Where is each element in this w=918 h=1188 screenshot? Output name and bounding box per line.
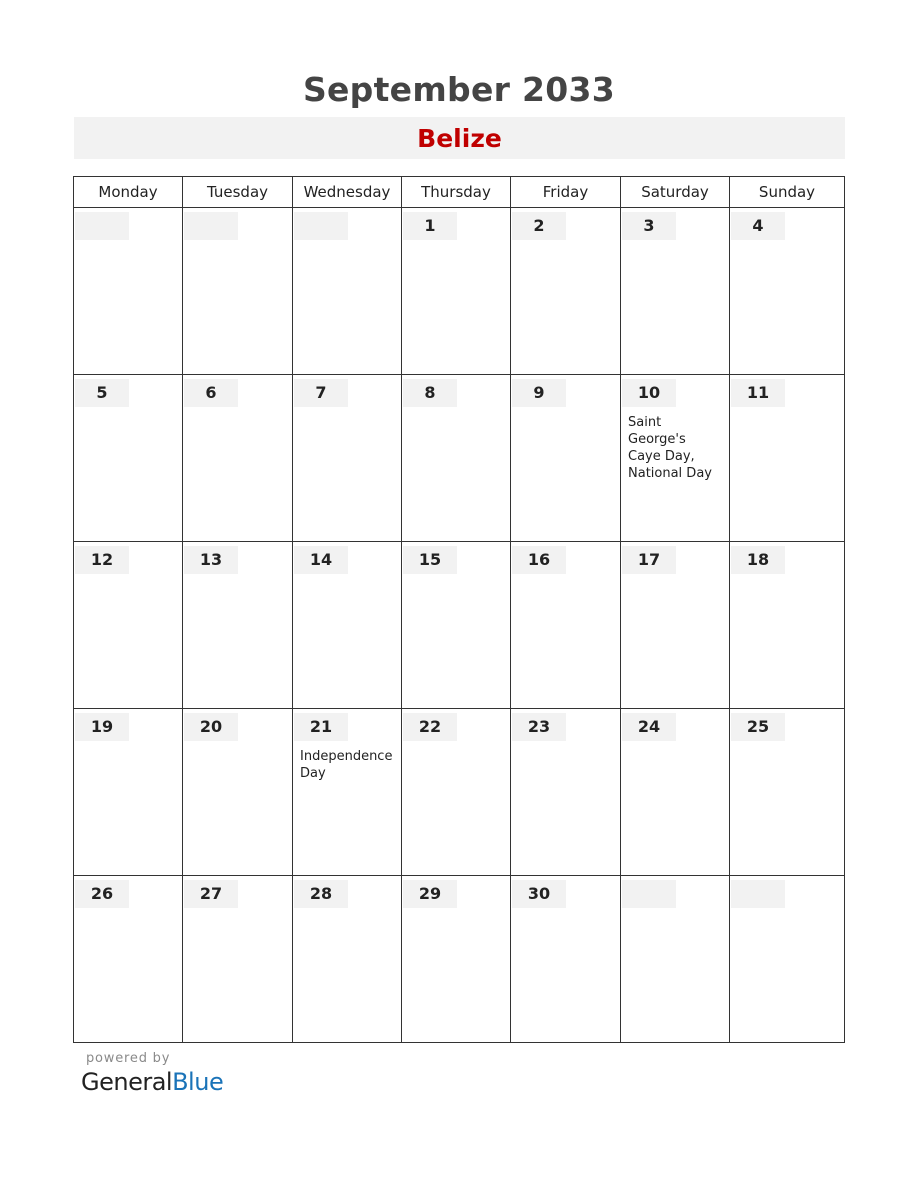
day-number xyxy=(731,880,785,908)
day-number: 13 xyxy=(184,546,238,574)
day-number: 11 xyxy=(731,379,785,407)
day-number: 24 xyxy=(622,713,676,741)
day-cell xyxy=(74,542,183,709)
day-number: 9 xyxy=(512,379,566,407)
day-number: 4 xyxy=(731,212,785,240)
day-cell xyxy=(402,208,511,375)
weekday-header-thursday: Thursday xyxy=(402,177,511,208)
day-cell xyxy=(74,208,183,375)
day-cell xyxy=(293,709,402,876)
day-number: 23 xyxy=(512,713,566,741)
country-banner xyxy=(74,117,845,159)
week-row xyxy=(74,542,845,709)
week-row xyxy=(74,208,845,375)
generalblue-logo[interactable] xyxy=(81,1068,223,1096)
day-cell xyxy=(511,208,621,375)
weekday-header-monday: Monday xyxy=(74,177,183,208)
weekday-header-wednesday: Wednesday xyxy=(293,177,402,208)
day-number: 5 xyxy=(75,379,129,407)
day-number: 1 xyxy=(403,212,457,240)
day-cell xyxy=(621,208,730,375)
day-cell xyxy=(183,542,293,709)
day-number: 12 xyxy=(75,546,129,574)
day-cell xyxy=(511,876,621,1043)
day-cell xyxy=(402,375,511,542)
day-cell xyxy=(730,375,845,542)
week-row xyxy=(74,876,845,1043)
week-row xyxy=(74,375,845,542)
day-number: 2 xyxy=(512,212,566,240)
day-number: 17 xyxy=(622,546,676,574)
day-cell xyxy=(402,876,511,1043)
day-number: 10 xyxy=(622,379,676,407)
day-number xyxy=(294,212,348,240)
day-cell xyxy=(621,542,730,709)
day-number: 29 xyxy=(403,880,457,908)
day-number: 25 xyxy=(731,713,785,741)
holiday-label: Saint George's Caye Day, National Day xyxy=(628,415,712,481)
day-cell xyxy=(293,208,402,375)
day-cell xyxy=(183,709,293,876)
day-cell xyxy=(621,709,730,876)
powered-by-label: powered by xyxy=(86,1051,171,1066)
day-cell xyxy=(511,542,621,709)
weekday-header-row xyxy=(74,177,845,208)
day-cell xyxy=(74,375,183,542)
day-cell xyxy=(730,208,845,375)
day-number: 6 xyxy=(184,379,238,407)
day-number xyxy=(622,880,676,908)
day-cell xyxy=(511,709,621,876)
day-number: 28 xyxy=(294,880,348,908)
day-cell xyxy=(730,542,845,709)
logo-text-blue: Blue xyxy=(172,1068,224,1096)
day-number xyxy=(75,212,129,240)
day-number: 30 xyxy=(512,880,566,908)
day-cell xyxy=(293,876,402,1043)
day-number: 18 xyxy=(731,546,785,574)
page-title: September 2033 xyxy=(302,70,616,109)
weekday-header-sunday: Sunday xyxy=(730,177,845,208)
day-number: 7 xyxy=(294,379,348,407)
day-cell xyxy=(183,375,293,542)
day-number: 8 xyxy=(403,379,457,407)
weekday-header-tuesday: Tuesday xyxy=(183,177,293,208)
day-cell xyxy=(74,709,183,876)
day-cell xyxy=(293,542,402,709)
day-cell xyxy=(183,208,293,375)
day-number: 14 xyxy=(294,546,348,574)
day-number xyxy=(184,212,238,240)
week-row xyxy=(74,709,845,876)
weekday-header-friday: Friday xyxy=(511,177,621,208)
day-number: 27 xyxy=(184,880,238,908)
day-cell xyxy=(730,876,845,1043)
day-cell xyxy=(621,876,730,1043)
day-number: 19 xyxy=(75,713,129,741)
holiday-label: Independence Day xyxy=(300,749,393,781)
logo-text-general: General xyxy=(81,1068,173,1096)
day-cell xyxy=(74,876,183,1043)
day-number: 26 xyxy=(75,880,129,908)
day-cell xyxy=(730,709,845,876)
day-number: 21 xyxy=(294,713,348,741)
day-number: 3 xyxy=(622,212,676,240)
day-cell xyxy=(402,709,511,876)
day-cell xyxy=(621,375,730,542)
country-name: Belize xyxy=(417,124,502,153)
day-cell xyxy=(183,876,293,1043)
calendar-grid xyxy=(73,176,845,1043)
day-number: 16 xyxy=(512,546,566,574)
day-number: 20 xyxy=(184,713,238,741)
day-cell xyxy=(511,375,621,542)
day-cell xyxy=(402,542,511,709)
day-number: 22 xyxy=(403,713,457,741)
day-cell xyxy=(293,375,402,542)
day-number: 15 xyxy=(403,546,457,574)
weekday-header-saturday: Saturday xyxy=(621,177,730,208)
